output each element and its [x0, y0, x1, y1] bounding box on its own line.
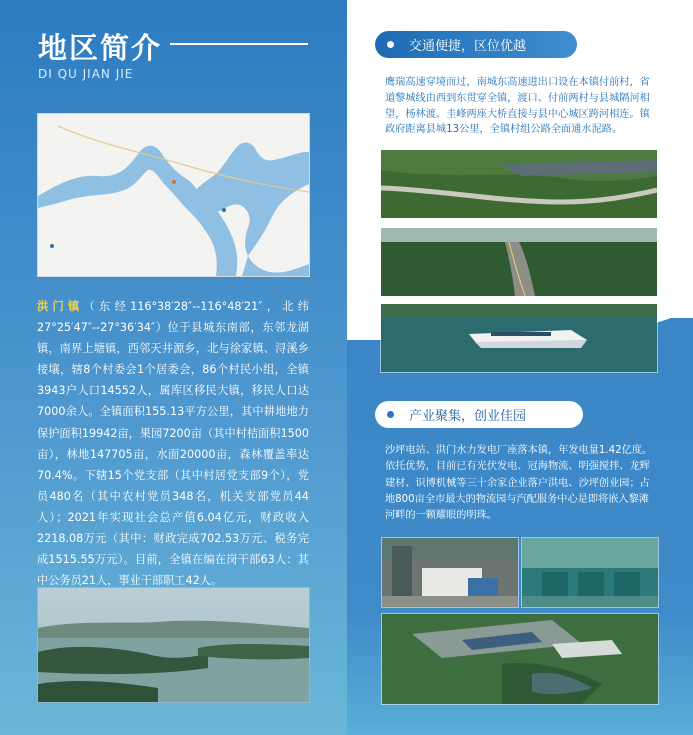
bullet-dot-icon	[387, 411, 394, 418]
intro-town-name: 洪门镇	[37, 300, 84, 313]
park-aerial-art	[382, 614, 658, 704]
lake-photo-art	[38, 588, 309, 702]
region-intro	[37, 296, 309, 591]
region-map	[37, 113, 310, 277]
section-industry-header	[375, 401, 583, 428]
page-subtitle: DI QU JIAN JIE	[38, 67, 134, 81]
lake-island-photo	[37, 587, 310, 703]
page-title: 地区简介	[38, 31, 163, 65]
section-industry-body: 沙坪电站、洪门水力发电厂座落本镇，年发电量1.42亿度。依托优势，目前已有光伏发电、冠海物流、明强搅拌、龙辉建材、识博机械等三十余家企业落户洪电、沙坪创业园；占地800亩全市最大的物流园与汽配服务中心是即将嵌入黎滩河畔的一颗耀眼的明珠。	[385, 445, 653, 522]
factory-art	[382, 538, 518, 607]
power-hall-photo	[521, 537, 659, 608]
section-industry-title: 产业聚集，创业佳园	[409, 409, 527, 424]
map-drawing	[38, 114, 309, 276]
highway-photo-2	[380, 227, 658, 297]
highway-photo-1	[380, 149, 658, 219]
title-divider	[170, 43, 308, 45]
industrial-park-aerial-photo	[381, 613, 659, 705]
section-traffic-body: 鹰瑞高速穿境而过，南城东高速进出口设在本镇付前村，省道黎城线由西到东贯穿全镇，渡口、付前两村与县城隔河相望，杨林渡、圭峰两座大桥直接与县中心城区跨河相连。镇政府距离县城13公里，全镇村组公路全面通水泥路。	[385, 77, 650, 136]
power-hall-art	[522, 538, 658, 607]
section-traffic-header	[375, 31, 577, 58]
section-traffic-title: 交通便捷，区位优越	[409, 39, 527, 54]
intro-body: （东经116°38′28″--116°48′21″，北纬27°25′47″--27°36′34″）位于县城东南部，东邻龙湖镇，南界上塘镇，西邻天井源乡，北与徐家镇、浔溪乡接壤，辖8个村委会1个居委会，86个村民小组，全镇3943户人口14552人，属库区移民大镇，移民人口达7000余人。全镇面积155.13平方公里，其中耕地地力保护面积19942亩，果园7200亩（其中村桔面积1500亩），林地147705亩，水面20000亩，森林覆盖率达70.4%。下辖15个党支部（其中村居党支部9个），党员480名（其中农村党员348名，机关支部党员44人）；2021年实现社会总产值6.04亿元，财政收入2218.08万元（其中：财政完成702.53万元、税务完成1515.55万元）。目前，全镇在编在岗干部63人：其中公务员21人，事业干部职工42人。	[37, 300, 309, 588]
highway-art-2	[381, 228, 657, 296]
bullet-dot-icon	[387, 41, 394, 48]
highway-art-1	[381, 150, 657, 218]
factory-photo	[381, 537, 519, 608]
ferry-photo	[380, 303, 658, 373]
ferry-art	[381, 304, 657, 372]
